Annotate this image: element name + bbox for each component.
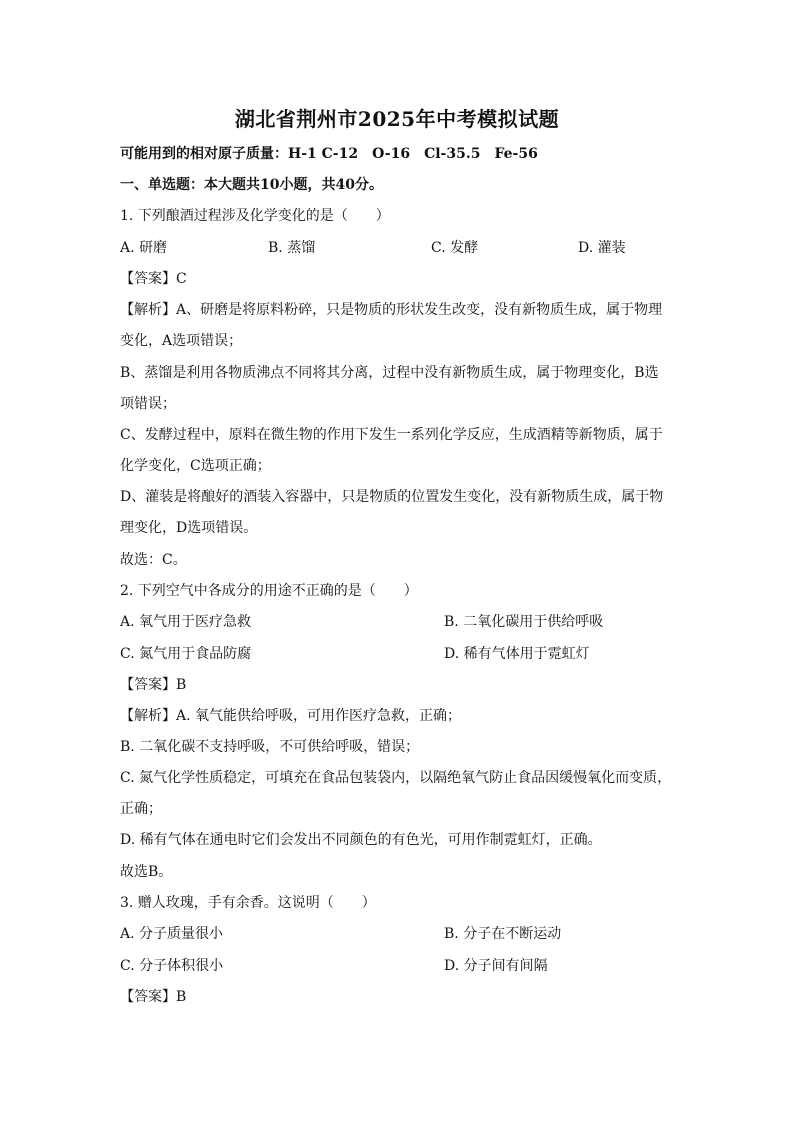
q1-analysis-line: C、发酵过程中，原料在微生物的作用下发生一系列化学反应，生成酒精等新物质，属于 [120, 427, 663, 443]
q2-analysis-line: D. 稀有气体在通电时它们会发出不同颜色的有色光，可用作制霓虹灯，正确。 [120, 832, 602, 848]
q2-stem: 2. 下列空气中各成分的用途不正确的是（ ） [120, 583, 418, 599]
q3-answer: 【答案】B [120, 989, 187, 1005]
q2-analysis-line: B. 二氧化碳不支持呼吸，不可供给呼吸，错误； [120, 739, 420, 755]
q2-analysis-line: 【解析】A. 氧气能供给呼吸，可用作医疗急救，正确； [120, 708, 462, 724]
q1-option-c: C. 发酵 [431, 240, 479, 256]
q1-answer: 【答案】C [120, 271, 187, 287]
q2-answer: 【答案】B [120, 677, 187, 693]
q1-option-d: D. 灌装 [578, 240, 626, 256]
q1-analysis-line: 项错误； [120, 396, 176, 412]
q2-conclusion: 故选B。 [120, 864, 173, 880]
q2-option-b: B. 二氧化碳用于供给呼吸 [444, 614, 604, 630]
q1-analysis-line: B、蒸馏是利用各物质沸点不同将其分离，过程中没有新物质生成，属于物理变化，B选 [120, 365, 659, 381]
page-title: 湖北省荆州市2025年中考模拟试题 [234, 107, 560, 131]
q2-option-d: D. 稀有气体用于霓虹灯 [444, 646, 590, 662]
q3-option-d: D. 分子间有间隔 [444, 958, 548, 974]
q1-analysis-line: 理变化，D选项错误。 [120, 520, 258, 536]
q1-stem: 1. 下列酿酒过程涉及化学变化的是（ ） [120, 208, 390, 224]
q3-option-b: B. 分子在不断运动 [444, 926, 562, 942]
q1-analysis-line: 【解析】A、研磨是将原料粉碎，只是物质的形状发生改变，没有新物质生成，属于物理 [120, 302, 663, 318]
q3-stem: 3. 赠人玫瑰，手有余香。这说明（ ） [120, 895, 376, 911]
q1-analysis-line: D、灌装是将酿好的酒装入容器中，只是物质的位置发生变化，没有新物质生成，属于物 [120, 489, 664, 505]
q2-analysis-line: 正确； [120, 801, 162, 817]
q1-option-b: B. 蒸馏 [268, 240, 316, 256]
q2-option-c: C. 氮气用于食品防腐 [120, 646, 252, 662]
q1-option-a: A. 研磨 [120, 240, 168, 256]
q1-analysis-line: 化学变化，C选项正确； [120, 458, 271, 474]
atomic-masses-line: 可能用到的相对原子质量：H-1 C-12 O-16 Cl-35.5 Fe-56 [120, 146, 538, 162]
q2-analysis-line: C. 氮气化学性质稳定，可填充在食品包装袋内，以隔绝氧气防止食品因缓慢氧化而变质， [120, 770, 672, 786]
section-heading: 一、单选题：本大题共10小题，共40分。 [120, 177, 383, 193]
q1-analysis-line: 变化，A选项错误； [120, 333, 243, 349]
q2-option-a: A. 氧气用于医疗急救 [120, 614, 252, 630]
q3-option-c: C. 分子体积很小 [120, 958, 224, 974]
q3-option-a: A. 分子质量很小 [120, 926, 224, 942]
q1-conclusion: 故选：C。 [120, 552, 187, 568]
